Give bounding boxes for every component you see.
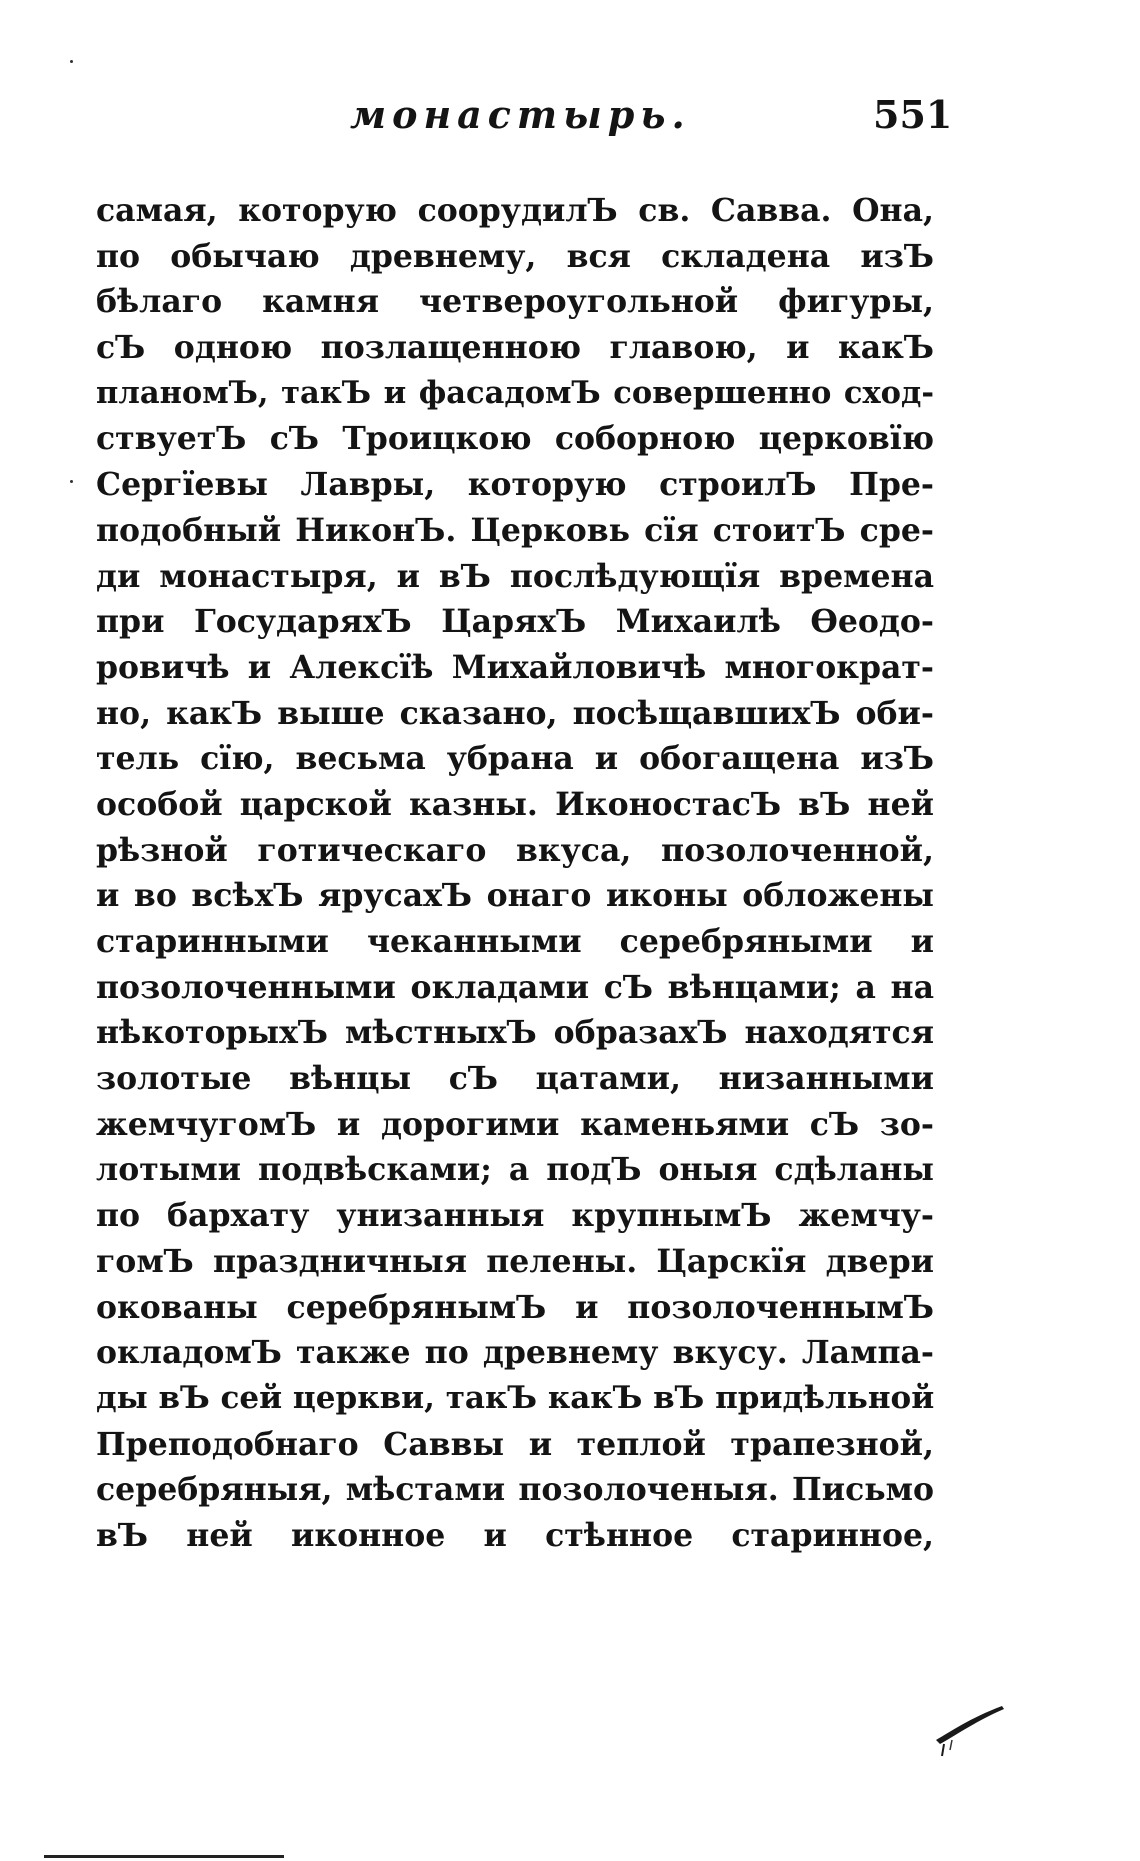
text-line: жемчугомЪ и дорогими каменьями сЪ зо- — [96, 1105, 934, 1143]
text-line: гомЪ праздничныя пелены. Царскїя двери — [96, 1242, 934, 1280]
text-line: позолоченными окладами сЪ вѣнцами; а на — [96, 968, 934, 1006]
text-line: бѣлаго камня четвероугольной фигуры, — [96, 283, 934, 321]
text-line: при ГосударяхЪ ЦаряхЪ Михаилѣ Ѳеодо- — [96, 603, 934, 641]
text-line: тель сїю, весьма убрана и обогащена изЪ — [96, 740, 934, 778]
text-line: подобный НиконЪ. Церковь сїя стоитЪ сре- — [96, 511, 934, 549]
text-line: вЪ ней иконное и стѣнное старинное, — [96, 1516, 934, 1554]
text-line: планомЪ, такЪ и фасадомЪ совершенно сход- — [96, 374, 934, 411]
text-line: по обычаю древнему, вся складена изЪ — [96, 237, 934, 275]
margin-speck — [70, 60, 73, 63]
text-line: по бархату унизанныя крупнымЪ жемчу- — [96, 1197, 934, 1235]
text-line: окладомЪ также по древнему вкусу. Лампа- — [96, 1334, 934, 1372]
text-line: ровичѣ и Алексїѣ Михайловичѣ многократ- — [96, 648, 934, 686]
ink-smudge — [930, 1700, 1010, 1760]
text-line: но, какЪ выше сказано, посѣщавшихЪ оби- — [96, 694, 934, 732]
text-line: старинными чеканными серебряными и — [96, 923, 934, 960]
margin-speck — [70, 480, 73, 483]
text-line: золотые вѣнцы сЪ цатами, низанными — [96, 1060, 934, 1098]
bottom-rule — [44, 1855, 284, 1858]
text-line: серебряныя, мѣстами позолоченыя. Письмо — [96, 1471, 934, 1509]
text-line: ди монастыря, и вЪ послѣдующїя времена — [96, 557, 934, 595]
text-line: нѣкоторыхЪ мѣстныхЪ образахЪ находятся — [96, 1014, 934, 1052]
text-line: и во всѣхЪ ярусахЪ онаго иконы обложены — [96, 877, 934, 915]
page-number: 551 — [873, 92, 953, 137]
text-line: особой царской казны. ИконостасЪ вЪ ней — [96, 785, 934, 823]
body-text — [96, 188, 934, 1559]
running-title: монастырь. — [350, 92, 691, 137]
text-line: Сергїевы Лавры, которую строилЪ Пре- — [96, 466, 934, 504]
text-line: рѣзной готическаго вкуса, позолоченной, — [96, 831, 934, 869]
text-line: окованы серебрянымЪ и позолоченнымЪ — [96, 1288, 934, 1326]
text-line: самая, которую соорудилЪ св. Савва. Она, — [96, 192, 934, 229]
text-line: лотыми подвѣсками; а подЪ оныя сдѣланы — [96, 1151, 934, 1189]
text-line: Преподобнаго Саввы и теплой трапезной, — [96, 1425, 934, 1463]
text-line: ды вЪ сей церкви, такЪ какЪ вЪ придѣльной — [96, 1379, 935, 1416]
text-line: ствуетЪ сЪ Троицкою соборною церковїю — [96, 420, 934, 458]
text-line: сЪ одною позлащенною главою, и какЪ — [96, 329, 934, 367]
